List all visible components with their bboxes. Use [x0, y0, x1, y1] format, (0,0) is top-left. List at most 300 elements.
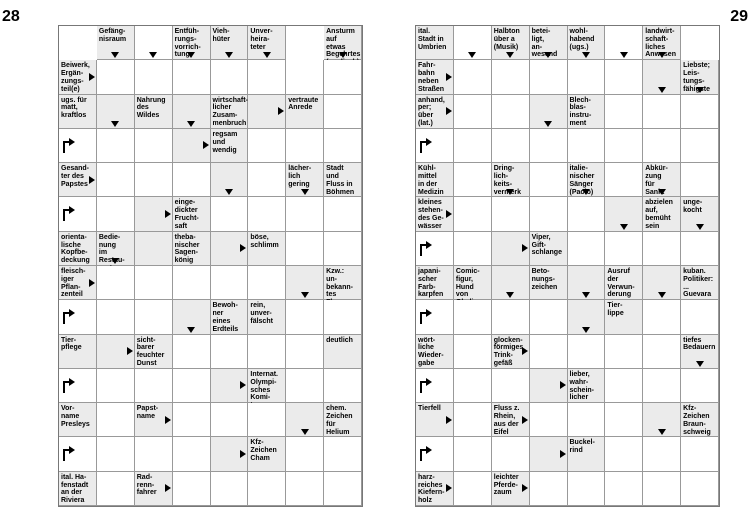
answer-cell[interactable]	[530, 197, 568, 231]
arrow-down-icon	[582, 189, 590, 195]
arrow-down-icon	[301, 429, 309, 435]
answer-cell[interactable]	[248, 129, 286, 163]
arrow-down-icon	[658, 292, 666, 298]
answer-cell[interactable]	[454, 335, 492, 369]
clue-text: lächer- lich gering	[288, 165, 312, 188]
arrow-down-icon	[544, 52, 552, 58]
answer-cell[interactable]	[530, 300, 568, 334]
answer-cell[interactable]	[59, 129, 97, 163]
arrow-right-icon	[165, 416, 171, 424]
arrow-down-icon	[696, 361, 704, 367]
arrow-right-icon	[89, 279, 95, 287]
answer-cell[interactable]	[568, 129, 606, 163]
clue-text: Bedie- nung im Restau-	[98, 233, 125, 265]
clue-cell	[173, 26, 211, 60]
clue-cell	[324, 26, 362, 60]
clue-cell	[530, 369, 568, 403]
clue-cell	[97, 95, 135, 129]
clue-cell	[416, 335, 454, 369]
clue-cell	[605, 300, 643, 334]
answer-cell[interactable]	[248, 335, 286, 369]
answer-cell[interactable]	[97, 163, 135, 197]
arrow-right-icon	[560, 381, 566, 389]
clue-cell	[286, 95, 324, 129]
bent-arrow-icon	[63, 207, 73, 221]
answer-cell[interactable]	[416, 232, 454, 266]
answer-cell[interactable]	[286, 60, 324, 94]
arrow-right-icon	[240, 381, 246, 389]
arrow-down-icon	[658, 189, 666, 195]
clue-cell	[324, 266, 362, 300]
clue-text: betei- ligt, an- wesend	[531, 28, 558, 59]
answer-cell[interactable]	[530, 163, 568, 197]
blank-corner	[59, 26, 97, 60]
answer-cell[interactable]	[286, 369, 324, 403]
answer-cell[interactable]	[173, 403, 211, 437]
arrow-down-icon	[301, 189, 309, 195]
answer-cell[interactable]	[211, 266, 249, 300]
arrow-right-icon	[278, 107, 284, 115]
arrow-down-icon	[225, 52, 233, 58]
clue-text: ugs. für matt, kraftlos	[61, 96, 87, 120]
answer-cell[interactable]	[97, 437, 135, 471]
clue-cell	[248, 26, 286, 60]
answer-cell[interactable]	[605, 163, 643, 197]
answer-cell[interactable]	[643, 437, 681, 471]
clue-text: Kzw.: un- bekann- tes	[326, 267, 353, 299]
arrow-down-icon	[696, 87, 704, 93]
answer-cell[interactable]	[173, 437, 211, 471]
arrow-down-icon	[506, 292, 514, 298]
answer-cell[interactable]	[492, 60, 530, 94]
answer-cell[interactable]	[97, 369, 135, 403]
clue-cell	[211, 129, 249, 163]
answer-cell[interactable]	[643, 335, 681, 369]
arrow-down-icon	[696, 224, 704, 230]
answer-cell[interactable]	[97, 472, 135, 506]
clue-cell	[605, 266, 643, 300]
arrow-down-icon	[506, 52, 514, 58]
answer-cell[interactable]	[530, 472, 568, 506]
clue-text: vertraute Anrede	[288, 96, 319, 112]
answer-cell[interactable]	[530, 60, 568, 94]
answer-cell[interactable]	[568, 197, 606, 231]
answer-cell[interactable]	[454, 95, 492, 129]
answer-cell[interactable]	[286, 129, 324, 163]
clue-cell	[568, 300, 606, 334]
answer-cell[interactable]	[286, 472, 324, 506]
clue-cell	[643, 403, 681, 437]
answer-cell[interactable]	[454, 437, 492, 471]
answer-cell[interactable]	[681, 232, 719, 266]
clue-cell	[59, 60, 97, 94]
answer-cell[interactable]	[681, 95, 719, 129]
clue-text: Dring- lich- keits- vermerk	[493, 165, 521, 196]
arrow-down-icon	[658, 429, 666, 435]
arrow-right-icon	[165, 484, 171, 492]
answer-cell[interactable]	[211, 472, 249, 506]
clue-text: kleines stehen- des Ge- wässer	[418, 199, 444, 230]
answer-cell[interactable]	[59, 437, 97, 471]
clue-cell	[416, 197, 454, 231]
answer-cell[interactable]	[492, 197, 530, 231]
answer-cell[interactable]	[454, 197, 492, 231]
clue-cell	[492, 163, 530, 197]
clue-cell	[211, 26, 249, 60]
clue-text: abzielen auf, bemüht sein	[645, 199, 673, 230]
answer-cell[interactable]	[454, 369, 492, 403]
clue-cell	[59, 335, 97, 369]
answer-cell[interactable]	[324, 232, 362, 266]
answer-cell[interactable]	[97, 300, 135, 334]
bent-arrow-icon	[63, 139, 73, 153]
clue-cell	[135, 197, 173, 231]
arrow-down-icon	[468, 52, 476, 58]
clue-cell	[681, 60, 719, 94]
answer-cell[interactable]	[135, 60, 173, 94]
clue-cell	[286, 403, 324, 437]
answer-cell[interactable]	[568, 232, 606, 266]
answer-cell[interactable]	[135, 437, 173, 471]
answer-cell[interactable]	[454, 163, 492, 197]
clue-text: regsam und wendig	[212, 130, 238, 154]
clue-cell	[568, 437, 606, 471]
answer-cell[interactable]	[681, 129, 719, 163]
answer-cell[interactable]	[324, 60, 362, 94]
clue-text: Bewoh- ner eines Erdteils	[212, 302, 239, 333]
answer-cell[interactable]	[324, 300, 362, 334]
answer-cell[interactable]	[324, 472, 362, 506]
answer-cell[interactable]	[492, 95, 530, 129]
answer-cell[interactable]	[324, 129, 362, 163]
answer-cell[interactable]	[605, 437, 643, 471]
arrow-down-icon	[187, 52, 195, 58]
arrow-right-icon	[446, 107, 452, 115]
answer-cell[interactable]	[286, 197, 324, 231]
clue-text: ital. Ha- fenstadt an der Riviera	[61, 473, 89, 505]
answer-cell[interactable]	[211, 403, 249, 437]
clue-cell	[248, 369, 286, 403]
clue-text: sicht- barer feuchter Dunst	[136, 336, 165, 368]
answer-cell[interactable]	[530, 335, 568, 369]
answer-cell[interactable]	[248, 403, 286, 437]
answer-cell[interactable]	[605, 129, 643, 163]
answer-cell[interactable]	[605, 26, 643, 60]
arrow-right-icon	[446, 416, 452, 424]
clue-text: Gefäng- nisraum	[98, 28, 127, 43]
clue-text: Viper, Gift- schlange	[531, 233, 562, 257]
clue-cell	[643, 197, 681, 231]
arrow-down-icon	[111, 52, 119, 58]
clue-text: lieber, wahr- schein- licher	[569, 370, 595, 402]
clue-text: wirtschaft- licher Zusam- menbruch	[212, 96, 248, 128]
answer-cell[interactable]	[59, 369, 97, 403]
answer-cell[interactable]	[568, 403, 606, 437]
clue-cell	[416, 266, 454, 300]
clue-cell	[211, 95, 249, 129]
answer-cell[interactable]	[97, 197, 135, 231]
answer-cell[interactable]	[248, 60, 286, 94]
clue-text: Tierfell	[418, 405, 441, 413]
clue-cell	[643, 163, 681, 197]
clue-cell	[416, 163, 454, 197]
clue-text: deutlich	[326, 336, 353, 344]
bent-arrow-icon	[63, 379, 73, 393]
clue-text: wohl- habend (ugs.)	[569, 28, 595, 51]
answer-cell[interactable]	[286, 300, 324, 334]
clue-cell	[173, 232, 211, 266]
arrow-down-icon	[187, 327, 195, 333]
answer-cell[interactable]	[605, 403, 643, 437]
answer-cell[interactable]	[643, 300, 681, 334]
bent-arrow-icon	[420, 379, 430, 393]
clue-cell	[248, 300, 286, 334]
clue-text: rein, unver- fälscht	[250, 302, 273, 325]
answer-cell[interactable]	[286, 232, 324, 266]
answer-cell[interactable]	[416, 437, 454, 471]
clue-text: Blech- blas- instru- ment	[569, 96, 592, 128]
answer-cell[interactable]	[492, 369, 530, 403]
clue-text: Rad- renn- fahrer	[136, 473, 157, 497]
arrow-down-icon	[544, 121, 552, 127]
clue-text: Gesand- ter des Papstes	[61, 165, 90, 188]
clue-text: Ansturm auf etwas Begehrtes	[326, 28, 361, 59]
answer-cell[interactable]	[681, 437, 719, 471]
arrow-down-icon	[582, 52, 590, 58]
answer-cell[interactable]	[454, 129, 492, 163]
answer-cell[interactable]	[248, 472, 286, 506]
clue-text: Nahrung des Wildes	[136, 96, 166, 120]
clue-cell	[59, 472, 97, 506]
bent-arrow-icon	[420, 139, 430, 153]
clue-text: japani- scher Farb- karpfen	[418, 267, 444, 299]
clue-cell	[173, 300, 211, 334]
answer-cell[interactable]	[173, 335, 211, 369]
arrow-right-icon	[446, 73, 452, 81]
arrow-down-icon	[658, 87, 666, 93]
answer-cell[interactable]	[135, 266, 173, 300]
clue-cell	[324, 163, 362, 197]
clue-text: Kfz- Zeichen Cham	[250, 439, 277, 463]
answer-cell[interactable]	[324, 95, 362, 129]
clue-cell	[643, 60, 681, 94]
arrow-down-icon	[658, 52, 666, 58]
clue-text: Internat. Olympi- sches Komi-	[250, 370, 278, 402]
answer-cell[interactable]	[135, 26, 173, 60]
answer-cell[interactable]	[568, 335, 606, 369]
answer-cell[interactable]	[416, 369, 454, 403]
clue-cell	[135, 403, 173, 437]
clue-cell	[416, 472, 454, 506]
arrow-down-icon	[111, 121, 119, 127]
clue-cell	[530, 232, 568, 266]
clue-cell	[97, 26, 135, 60]
answer-cell[interactable]	[135, 129, 173, 163]
answer-cell[interactable]	[454, 403, 492, 437]
answer-cell[interactable]	[681, 369, 719, 403]
clue-cell	[286, 266, 324, 300]
clue-cell	[681, 403, 719, 437]
arrow-right-icon	[522, 484, 528, 492]
answer-cell[interactable]	[135, 163, 173, 197]
answer-cell[interactable]	[605, 472, 643, 506]
answer-cell[interactable]	[324, 437, 362, 471]
clue-text: Entfüh- rungs- vorrich- tung	[174, 28, 201, 59]
crossword-grid-left	[58, 25, 363, 507]
clue-cell	[324, 335, 362, 369]
clue-text: orienta- lische Kopfbe- deckung	[61, 233, 90, 265]
answer-cell[interactable]	[454, 472, 492, 506]
answer-cell[interactable]	[248, 266, 286, 300]
answer-cell[interactable]	[681, 472, 719, 506]
clue-text: Fahr- bahn neben Straßen	[418, 62, 445, 93]
clue-cell	[59, 403, 97, 437]
clue-text: Tier- pflege	[61, 336, 82, 352]
clue-cell	[530, 437, 568, 471]
clue-cell	[173, 129, 211, 163]
clue-text: Comic- figur, Hund von	[455, 267, 480, 299]
page-number-right: 29	[730, 8, 748, 25]
answer-cell[interactable]	[416, 129, 454, 163]
clue-cell	[97, 232, 135, 266]
clue-text: Kfz- Zeichen Braun- schweig	[683, 405, 711, 436]
answer-cell[interactable]	[248, 163, 286, 197]
answer-cell[interactable]	[605, 232, 643, 266]
clue-text: Tier- lippe	[607, 302, 624, 318]
answer-cell[interactable]	[324, 197, 362, 231]
blank-corner	[681, 26, 719, 60]
clue-cell	[211, 437, 249, 471]
answer-cell[interactable]	[605, 95, 643, 129]
answer-cell[interactable]	[97, 129, 135, 163]
answer-cell[interactable]	[605, 60, 643, 94]
answer-cell[interactable]	[416, 300, 454, 334]
answer-cell[interactable]	[492, 129, 530, 163]
clue-cell	[530, 26, 568, 60]
answer-cell[interactable]	[59, 300, 97, 334]
clue-cell	[135, 335, 173, 369]
answer-cell[interactable]	[173, 369, 211, 403]
clue-cell	[492, 403, 530, 437]
clue-text: Buckel- rind	[569, 439, 595, 455]
arrow-down-icon	[263, 52, 271, 58]
clue-cell	[286, 163, 324, 197]
clue-cell	[530, 266, 568, 300]
arrow-right-icon	[240, 244, 246, 252]
clue-cell	[530, 95, 568, 129]
arrow-down-icon	[187, 121, 195, 127]
answer-cell[interactable]	[492, 437, 530, 471]
answer-cell[interactable]	[454, 300, 492, 334]
answer-cell[interactable]	[568, 60, 606, 94]
blank-corner	[286, 26, 324, 60]
clue-text: böse, schlimm	[250, 233, 279, 249]
clue-cell	[59, 163, 97, 197]
clue-text: einge- dickter Frucht- saft	[174, 199, 199, 230]
answer-cell[interactable]	[530, 129, 568, 163]
answer-cell[interactable]	[211, 60, 249, 94]
answer-cell[interactable]	[173, 60, 211, 94]
clue-cell	[59, 266, 97, 300]
answer-cell[interactable]	[454, 60, 492, 94]
answer-cell[interactable]	[97, 266, 135, 300]
answer-cell[interactable]	[97, 60, 135, 94]
answer-cell[interactable]	[643, 232, 681, 266]
answer-cell[interactable]	[530, 403, 568, 437]
answer-cell[interactable]	[59, 197, 97, 231]
bent-arrow-icon	[420, 310, 430, 324]
answer-cell[interactable]	[492, 300, 530, 334]
arrow-down-icon	[582, 327, 590, 333]
answer-cell[interactable]	[643, 129, 681, 163]
arrow-right-icon	[522, 416, 528, 424]
arrow-down-icon	[111, 258, 119, 264]
clue-cell	[248, 95, 286, 129]
clue-cell	[681, 335, 719, 369]
clue-cell	[248, 437, 286, 471]
clue-text: chem. Zeichen für Helium	[326, 405, 353, 436]
answer-cell[interactable]	[97, 403, 135, 437]
answer-cell[interactable]	[173, 472, 211, 506]
clue-cell	[173, 197, 211, 231]
answer-cell[interactable]	[568, 472, 606, 506]
answer-cell[interactable]	[248, 197, 286, 231]
clue-text: Unver- heira- teter	[250, 28, 273, 51]
arrow-right-icon	[522, 244, 528, 252]
clue-cell	[211, 232, 249, 266]
clue-text: fleisch- iger Pflan- zenteil	[61, 267, 86, 299]
clue-cell	[135, 232, 173, 266]
clue-text: theba- nischer Sagen- könig	[174, 233, 200, 265]
clue-text: ital. Stadt in Umbrien	[418, 28, 447, 51]
clue-text: kuban. Politiker: ... Guevara	[683, 267, 714, 299]
answer-cell[interactable]	[324, 369, 362, 403]
answer-cell[interactable]	[135, 369, 173, 403]
answer-cell[interactable]	[681, 163, 719, 197]
answer-cell[interactable]	[286, 335, 324, 369]
clue-cell	[643, 26, 681, 60]
answer-cell[interactable]	[681, 300, 719, 334]
answer-cell[interactable]	[173, 163, 211, 197]
clue-cell	[211, 300, 249, 334]
answer-cell[interactable]	[173, 266, 211, 300]
clue-text: Stadt und Fluss in Böhmen	[326, 165, 355, 196]
clue-cell	[492, 26, 530, 60]
answer-cell[interactable]	[211, 197, 249, 231]
answer-cell[interactable]	[286, 437, 324, 471]
arrow-down-icon	[620, 52, 628, 58]
clue-cell	[416, 95, 454, 129]
answer-cell[interactable]	[454, 26, 492, 60]
answer-cell[interactable]	[454, 232, 492, 266]
answer-cell[interactable]	[643, 95, 681, 129]
clue-text: Halbton über a (Musik)	[493, 28, 520, 51]
arrow-right-icon	[240, 450, 246, 458]
arrow-down-icon	[339, 52, 347, 58]
clue-cell	[59, 95, 97, 129]
clue-text: Vieh- hüter	[212, 28, 230, 43]
clue-cell	[97, 335, 135, 369]
clue-cell	[605, 197, 643, 231]
answer-cell[interactable]	[135, 300, 173, 334]
clue-text: tiefes Bedauern	[683, 336, 716, 352]
arrow-right-icon	[127, 347, 133, 355]
answer-cell[interactable]	[605, 335, 643, 369]
answer-cell[interactable]	[211, 335, 249, 369]
answer-cell[interactable]	[643, 472, 681, 506]
answer-cell[interactable]	[643, 369, 681, 403]
answer-cell[interactable]	[605, 369, 643, 403]
